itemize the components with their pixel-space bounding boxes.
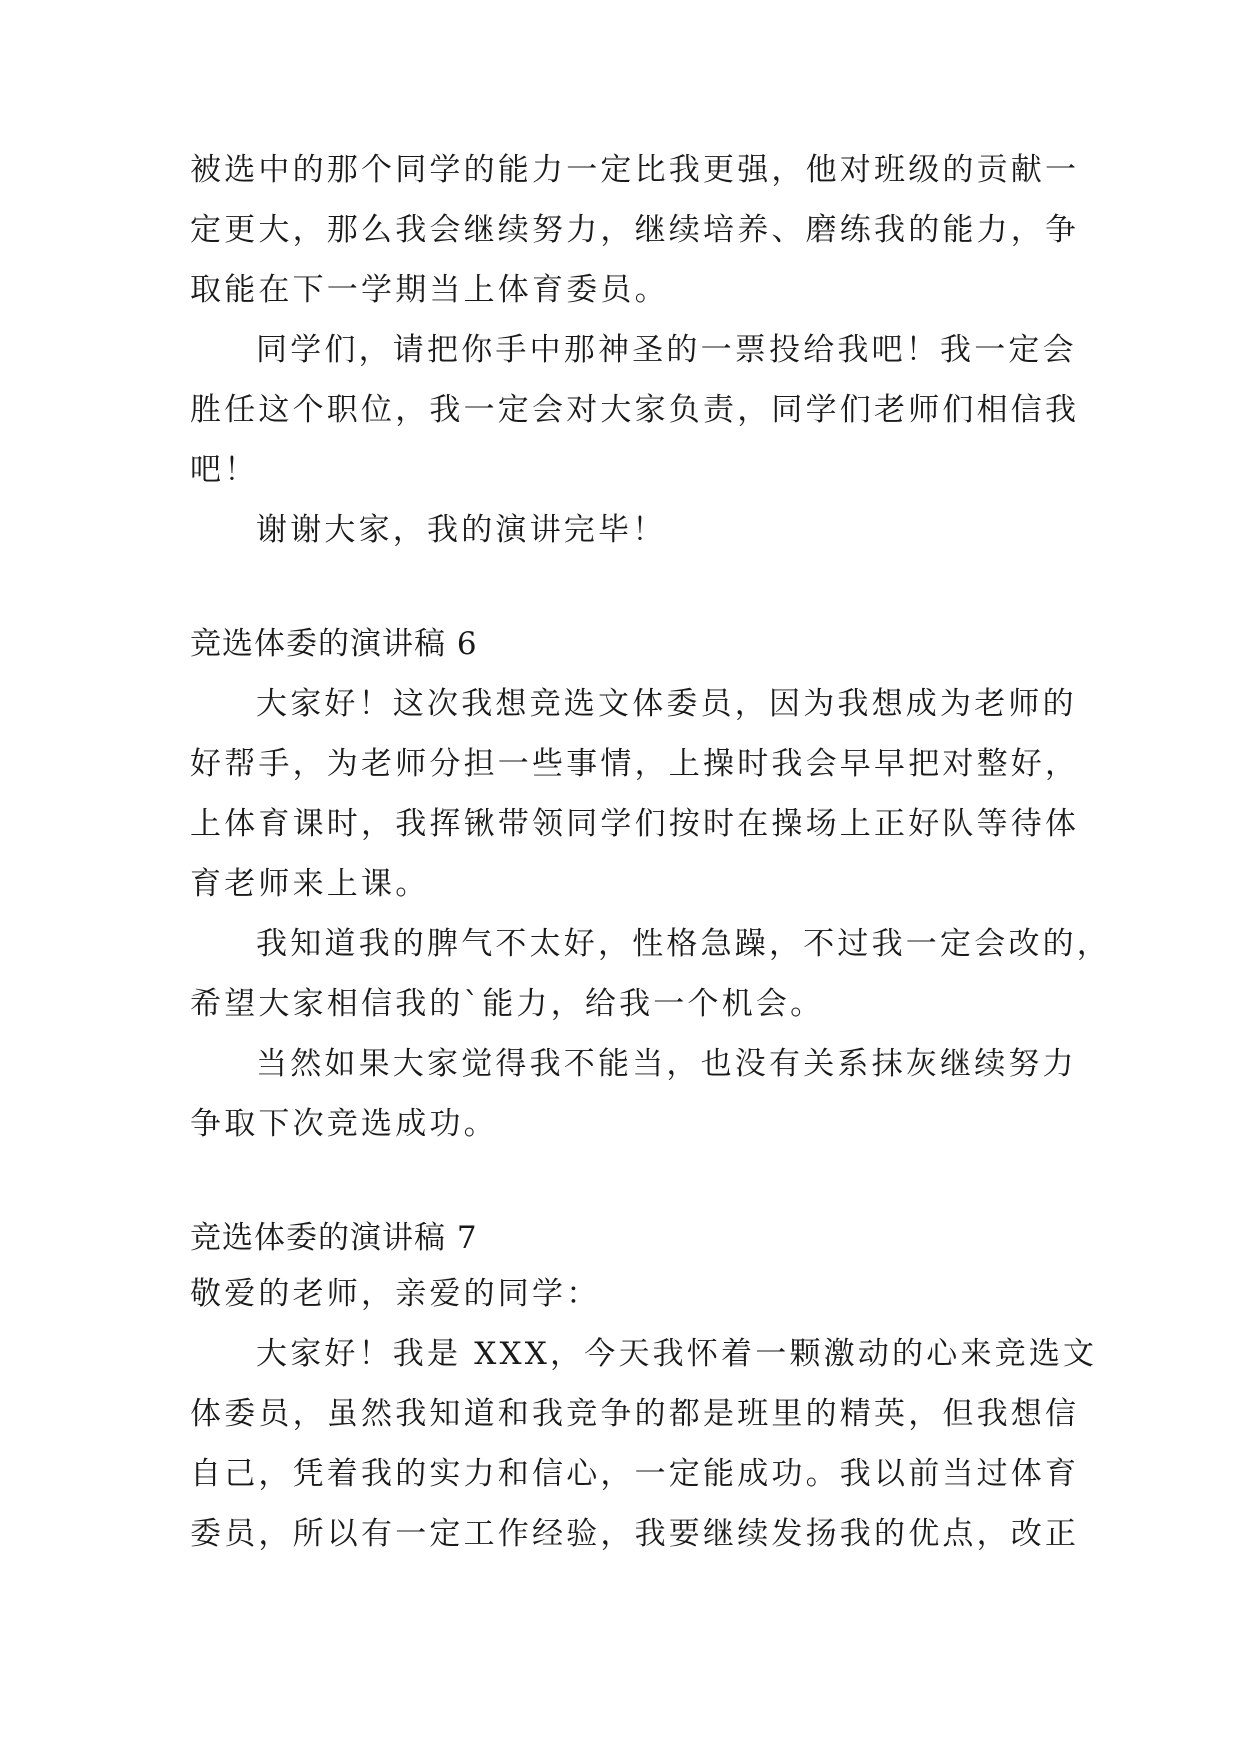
paragraph-line: 定更大，那么我会继续努力，继续培养、磨练我的能力，争 [190, 212, 1080, 248]
paragraph-line: 我知道我的脾气不太好，性格急躁，不过我一定会改的， [256, 926, 1111, 962]
paragraph-line: 委员，所以有一定工作经验，我要继续发扬我的优点，改正 [190, 1516, 1080, 1552]
paragraph-line: 同学们，请把你手中那神圣的一票投给我吧！我一定会 [256, 332, 1077, 368]
paragraph-line: 谢谢大家，我的演讲完毕！ [256, 512, 667, 548]
paragraph-line: 上体育课时，我挥锹带领同学们按时在操场上正好队等待体 [190, 806, 1080, 842]
paragraph-line: 好帮手，为老师分担一些事情，上操时我会早早把对整好， [190, 746, 1080, 782]
paragraph-line: 育老师来上课。 [190, 866, 430, 902]
salutation: 敬爱的老师，亲爱的同学： [190, 1276, 601, 1312]
paragraph-line: 取能在下一学期当上体育委员。 [190, 272, 669, 308]
paragraph-line: 大家好！我是 XXX，今天我怀着一颗激动的心来竞选文 [256, 1336, 1098, 1372]
paragraph-line: 自己，凭着我的实力和信心，一定能成功。我以前当过体育 [190, 1456, 1080, 1492]
section-title: 竞选体委的演讲稿 6 [190, 626, 478, 662]
paragraph-line: 胜任这个职位，我一定会对大家负责，同学们老师们相信我 [190, 392, 1080, 428]
section-title: 竞选体委的演讲稿 7 [190, 1220, 478, 1256]
paragraph-line: 体委员，虽然我知道和我竞争的都是班里的精英，但我想信 [190, 1396, 1080, 1432]
paragraph-line: 希望大家相信我的`能力，给我一个机会。 [190, 986, 825, 1022]
paragraph-line: 被选中的那个同学的能力一定比我更强，他对班级的贡献一 [190, 152, 1080, 188]
paragraph-line: 争取下次竞选成功。 [190, 1106, 498, 1142]
paragraph-line: 大家好！这次我想竞选文体委员，因为我想成为老师的 [256, 686, 1077, 722]
paragraph-line: 吧！ [190, 452, 259, 488]
paragraph-line: 当然如果大家觉得我不能当，也没有关系抹灰继续努力 [256, 1046, 1077, 1082]
